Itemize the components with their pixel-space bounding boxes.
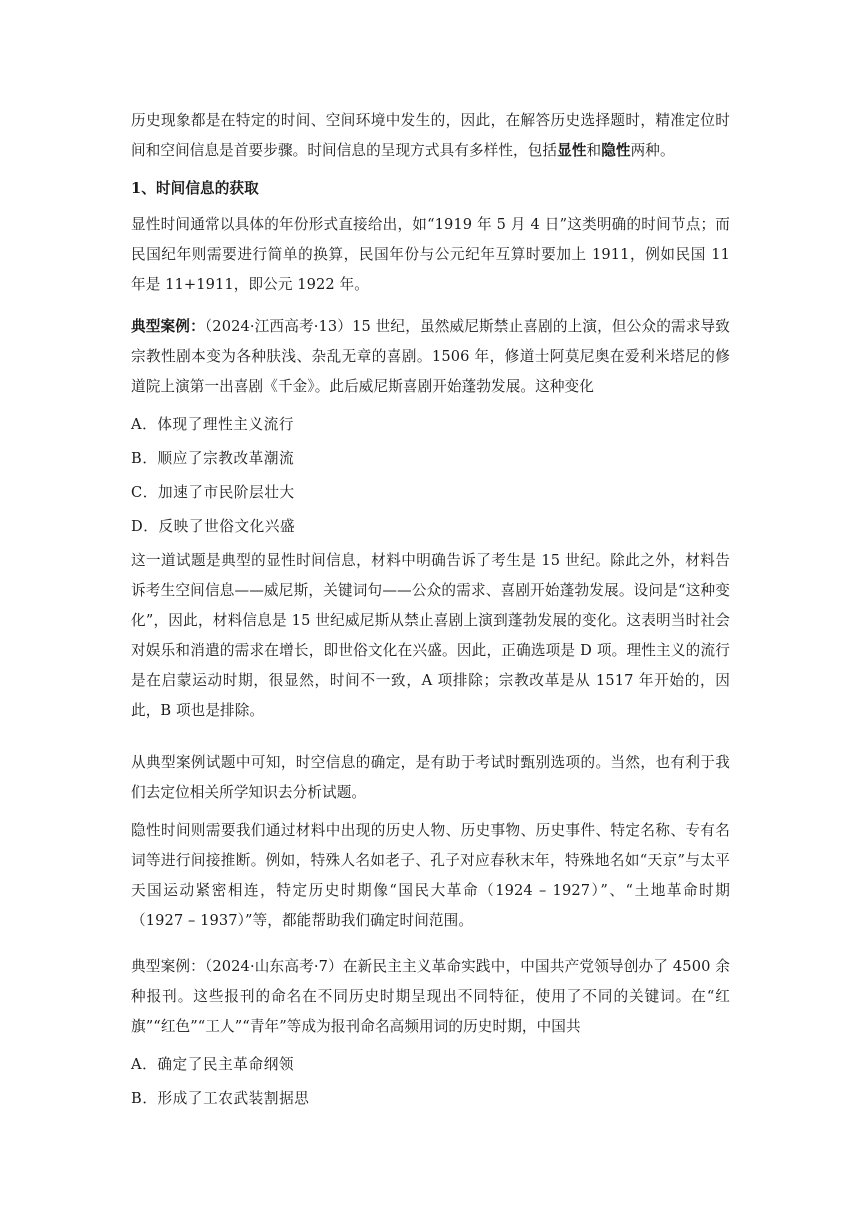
case2-stem: （2024·山东高考·7）在新民主主义革命实践中，中国共产党领导创办了 4500 余种报刊。这些报刊的命名在不同历史时期呈现出不同特征，使用了不同的关键词。在“红旗”“红色”“工人”“青年”等成为报刊命名高频用词的历史时期，中国共 (131, 958, 730, 1035)
case1-option-b: B．顺应了宗教改革潮流 (131, 450, 295, 467)
case2-label: 典型案例： (131, 958, 205, 975)
intro-text-end: 两种。 (630, 142, 675, 159)
case2-option-a: A．确定了民主革命纲领 (131, 1056, 295, 1073)
case1-paragraph (131, 312, 730, 402)
analysis-paragraph: 这一道试题是典型的显性时间信息，材料中明确告诉了考生是 15 世纪。除此之外，材料告诉考生空间信息——威尼斯，关键词句——公众的需求、喜剧开始蓬勃发展。设问是“这种变化”，因此，材料信息是 15 世纪威尼斯从禁止喜剧上演到蓬勃发展的变化。这表明当时社会对娱乐和消遣的需求在增长，即世俗文化在兴盛。因此，正确选项是 D 项。理性主义的流行是在启蒙运动时期，很显然，时间不一致，A 项排除；宗教改革是从 1517 年开始的，因此，B 项也是排除。 (131, 552, 730, 719)
case1-option-a: A．体现了理性主义流行 (131, 416, 295, 433)
case1-label: 典型案例： (131, 318, 205, 335)
case2-paragraph (131, 952, 730, 1042)
explicit-time-paragraph: 显性时间通常以具体的年份形式直接给出，如“1919 年 5 月 4 日”这类明确的时间节点；而民国纪年则需要进行简单的换算，民国年份与公元纪年互算时要加上 1911，例如民国 11 年是 11+1911，即公元 1922 年。 (131, 216, 730, 293)
intro-bold-explicit: 显性 (557, 142, 587, 159)
intro-paragraph (131, 106, 730, 166)
intro-text: 历史现象都是在特定的时间、空间环境中发生的，因此，在解答历史选择题时，精准定位时间和空间信息是首要步骤。时间信息的呈现方式具有多样性，包括 (131, 112, 730, 159)
case1-stem: （2024·江西高考·13）15 世纪，虽然威尼斯禁止喜剧的上演，但公众的需求导致宗教性剧本变为各种肤浅、杂乱无章的喜剧。1506 年，修道士阿莫尼奥在爱利米塔尼的修道院上演第一出喜剧《千金》。此后威尼斯喜剧开始蓬勃发展。这种变化 (131, 318, 730, 395)
intro-bold-implicit: 隐性 (601, 142, 631, 159)
implicit-time-paragraph: 隐性时间则需要我们通过材料中出现的历史人物、历史事物、历史事件、特定名称、专有名词等进行间接推断。例如，特殊人名如老子、孔子对应春秋末年，特殊地名如“天京”与太平天国运动紧密相连，特定历史时期像“国民大革命（1924 – 1927）”、“土地革命时期（1927 – 1937）”等，都能帮助我们确定时间范围。 (131, 822, 730, 929)
case2-option-b: B．形成了工农武装割据思 (131, 1090, 310, 1107)
case1-option-d: D．反映了世俗文化兴盛 (131, 518, 296, 535)
case1-option-c: C．加速了市民阶层壮大 (131, 484, 295, 501)
summary-paragraph: 从典型案例试题中可知，时空信息的确定，是有助于考试时甄别选项的。当然，也有利于我们去定位相关所学知识去分析试题。 (131, 754, 730, 801)
intro-text-and: 和 (586, 142, 602, 159)
section-heading: 1、时间信息的获取 (131, 180, 259, 197)
